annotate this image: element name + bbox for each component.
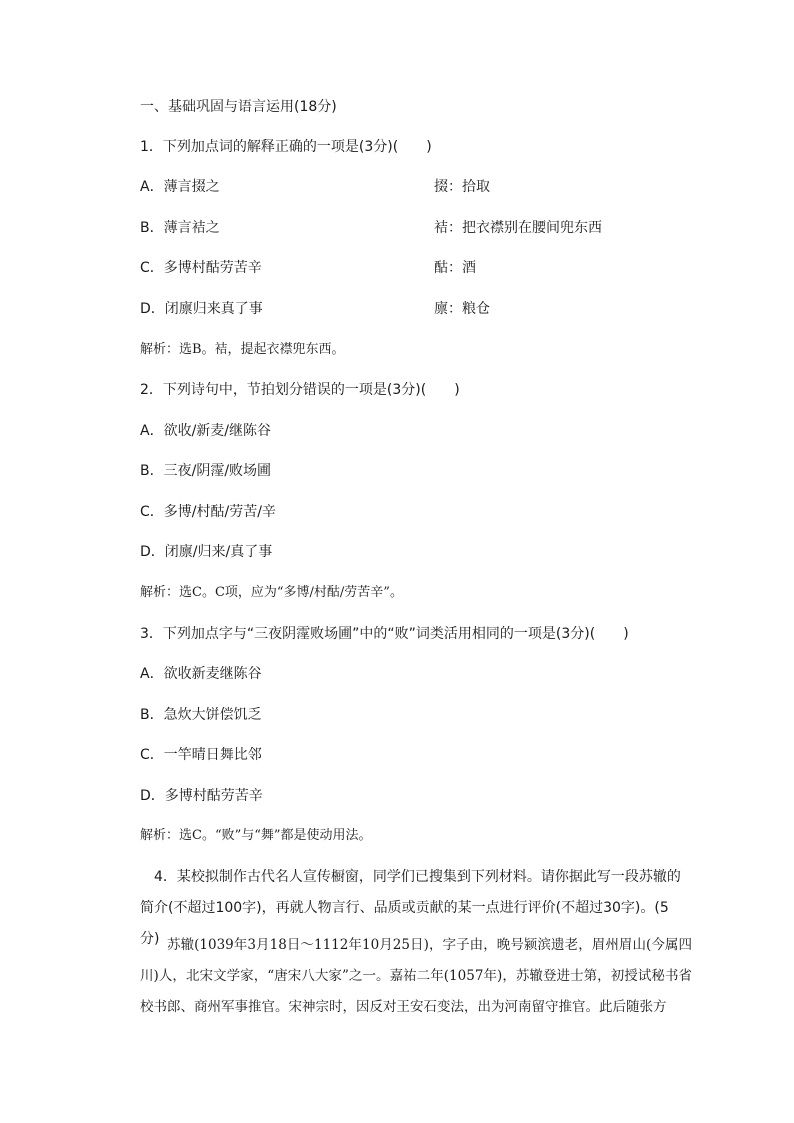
question-1-option-c: C．多博村酤劳苦辛 [140, 260, 262, 276]
question-1-option-b: B．薄言袺之 [140, 220, 220, 236]
question-1-option-a: A．薄言掇之 [140, 179, 220, 195]
question-1-option-d-gloss: 廪：粮仓 [434, 301, 490, 317]
question-1-option-d: D．闭廪归来真了事 [140, 301, 263, 317]
question-1-analysis: 解析：选B。袺，提起衣襟兜东西。 [140, 342, 345, 357]
question-3-stem: 3．下列加点字与“三夜阴霪败场圃”中的“败”词类活用相同的一项是(3分)( ) [140, 626, 629, 642]
question-2-option-a: A．欲收/新麦/继陈谷 [140, 423, 272, 439]
question-2-stem: 2．下列诗句中，节拍划分错误的一项是(3分)( ) [140, 382, 460, 398]
question-4-stem: 4．某校拟制作古代名人宣传橱窗，同学们已搜集到下列材料。请你据此写一段苏辙的简介(不超过100字)，再就人物言行、品质或贡献的某一点进行评价(不超过30字)。(5分) [140, 869, 681, 947]
question-2-option-c: C．多博/村酤/劳苦/辛 [140, 504, 276, 520]
question-1-option-b-gloss: 袺：把衣襟别在腰间兜东西 [434, 220, 602, 236]
question-3-analysis: 解析：选C。“败”与“舞”都是使动用法。 [140, 828, 372, 843]
question-1-option-c-gloss: 酤：酒 [434, 260, 476, 276]
question-1-stem: 1．下列加点词的解释正确的一项是(3分)( ) [140, 139, 432, 155]
question-2-analysis: 解析：选C。C项，应为“多博/村酤/劳苦辛”。 [140, 585, 403, 600]
question-2-option-b: B．三夜/阴霪/败场圃 [140, 463, 272, 479]
section-title: 一、基础巩固与语言运用(18分) [140, 99, 337, 115]
question-3-option-c: C．一竿晴日舞比邻 [140, 747, 262, 763]
question-4-material: 苏辙(1039年3月18日～1112年10月25日)，字子由，晚号颍滨遗老，眉州眉山(今属四川)人，北宋文学家，“唐宋八大家”之一。嘉祐二年(1057年)，苏辙登进士第，初授试秘书省校书郎、商州军事推官。宋神宗时，因反对王安石变法，出为河南留守推官。此后随张方 [140, 937, 692, 1015]
question-3-option-a: A．欲收新麦继陈谷 [140, 666, 262, 682]
question-3-option-b: B．急炊大饼偿饥乏 [140, 707, 262, 723]
question-1-option-a-gloss: 掇：拾取 [434, 179, 490, 195]
question-2-option-d: D．闭廪/归来/真了事 [140, 544, 273, 560]
question-3-option-d: D．多博村酤劳苦辛 [140, 788, 263, 804]
